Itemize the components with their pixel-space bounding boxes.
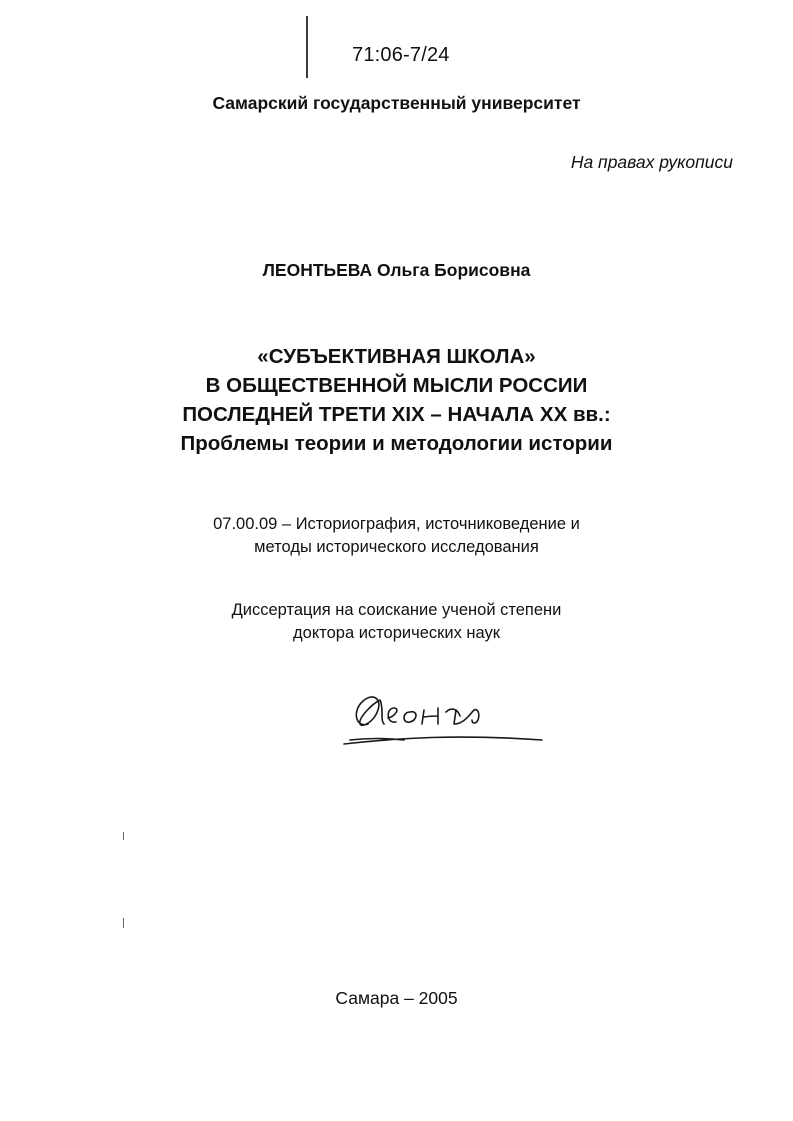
dissertation-title xyxy=(0,342,793,458)
title-line: В ОБЩЕСТВЕННОЙ МЫСЛИ РОССИИ xyxy=(205,374,588,397)
specialty-code xyxy=(0,513,793,559)
specialty-line: 07.00.09 – Историография, источниковедение и xyxy=(213,515,580,533)
scan-mark xyxy=(123,918,124,928)
title-line: ПОСЛЕДНЕЙ ТРЕТИ XIX – НАЧАЛА XX вв.: xyxy=(182,403,611,426)
degree-statement xyxy=(0,599,793,645)
specialty-line: методы исторического исследования xyxy=(254,538,539,556)
title-line: Проблемы теории и методологии истории xyxy=(180,432,613,455)
handwritten-signature xyxy=(338,684,550,752)
university-name: Самарский государственный университет xyxy=(212,93,581,113)
degree-line: Диссертация на соискание ученой степени xyxy=(231,601,562,619)
shelf-code: 71:06-7/24 xyxy=(352,44,450,66)
author-name: ЛЕОНТЬЕВА Ольга Борисовна xyxy=(262,260,531,280)
margin-line xyxy=(306,16,308,78)
city-year: Самара – 2005 xyxy=(335,988,458,1008)
scan-mark xyxy=(123,832,124,840)
manuscript-note: На правах рукописи xyxy=(570,152,733,172)
title-line: «СУБЪЕКТИВНАЯ ШКОЛА» xyxy=(257,345,536,368)
degree-line: доктора исторических наук xyxy=(293,624,500,642)
